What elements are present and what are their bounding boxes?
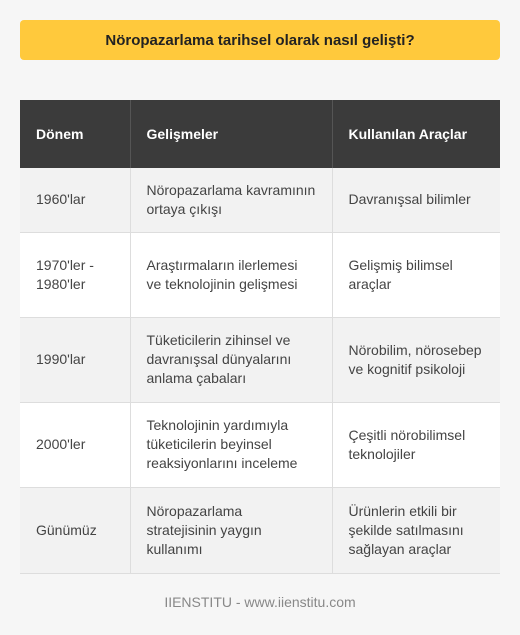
cell-tools: Çeşitli nörobilimsel teknolojiler <box>332 402 500 487</box>
cell-developments: Nöropazarlama stratejisinin yaygın kullanımı <box>130 487 332 573</box>
title-banner <box>20 20 500 60</box>
table-row <box>20 317 500 402</box>
cell-period: Günümüz <box>20 487 130 573</box>
table-row <box>20 168 500 232</box>
header-tools: Kullanılan Araçlar <box>332 100 500 168</box>
cell-developments: Nöropazarlama kavramının ortaya çıkışı <box>130 168 332 232</box>
cell-tools: Gelişmiş bilimsel araçlar <box>332 232 500 317</box>
cell-period: 1960'lar <box>20 168 130 232</box>
cell-tools: Nörobilim, nörosebep ve kognitif psikoloji <box>332 317 500 402</box>
cell-developments: Teknolojinin yardımıyla tüketicilerin beyinsel reaksiyonlarını inceleme <box>130 402 332 487</box>
table-header-row <box>20 100 500 168</box>
header-period: Dönem <box>20 100 130 168</box>
header-developments: Gelişmeler <box>130 100 332 168</box>
cell-developments: Tüketicilerin zihinsel ve davranışsal dünyalarını anlama çabaları <box>130 317 332 402</box>
table-row <box>20 232 500 317</box>
table-row <box>20 487 500 573</box>
cell-tools: Davranışsal bilimler <box>332 168 500 232</box>
footer-credit: IIENSTITU - www.iienstitu.com <box>164 594 356 610</box>
history-table <box>20 100 500 574</box>
table-row <box>20 402 500 487</box>
page-title: Nöropazarlama tarihsel olarak nasıl gelişti? <box>105 31 415 49</box>
history-table-container <box>20 100 500 574</box>
cell-period: 1970'ler - 1980'ler <box>20 232 130 317</box>
cell-period: 1990'lar <box>20 317 130 402</box>
cell-developments: Araştırmaların ilerlemesi ve teknolojinin gelişmesi <box>130 232 332 317</box>
cell-tools: Ürünlerin etkili bir şekilde satılmasını sağlayan araçlar <box>332 487 500 573</box>
cell-period: 2000'ler <box>20 402 130 487</box>
